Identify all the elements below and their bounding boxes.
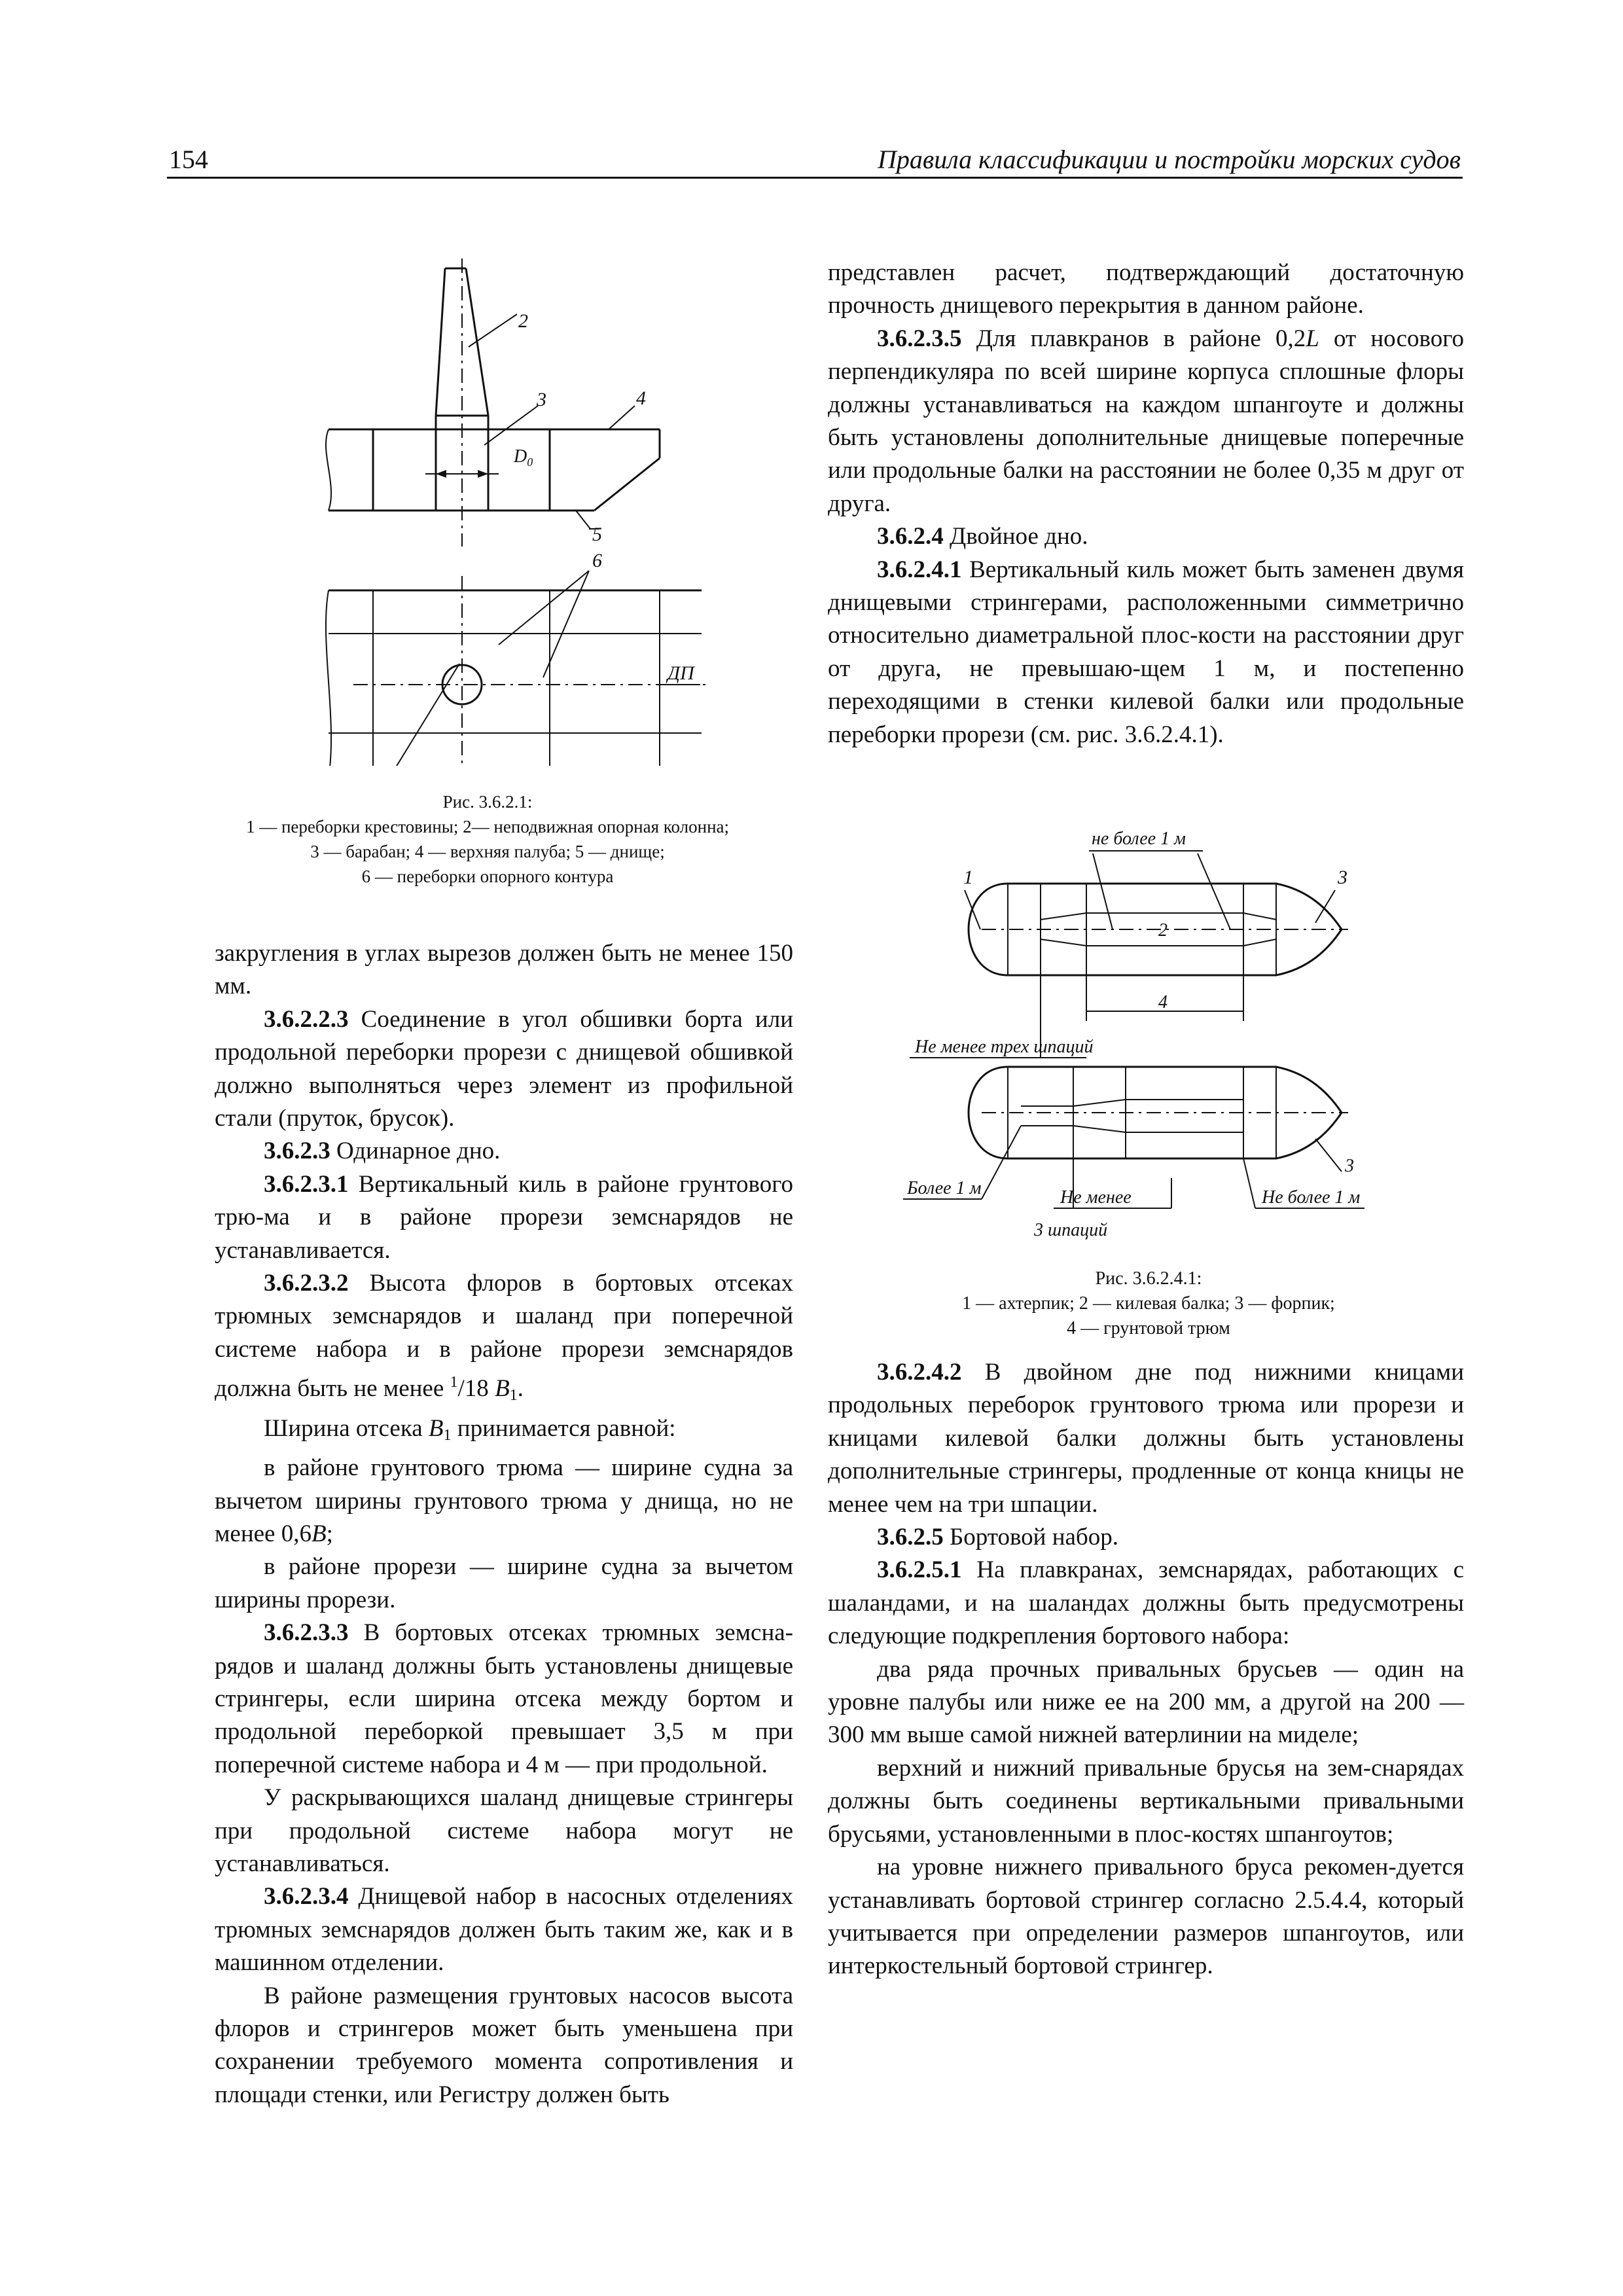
caption-title: Рис. 3.6.2.1: <box>442 792 533 812</box>
paragraph: верхний и нижний привальные брусья на зем-снарядах должны быть соединены вертикальными привальными брусьями, установленными в плос-костях шпангоутов; <box>828 1754 1464 1848</box>
paragraph: в районе грунтового трюма — ширине судна за вычетом ширины грунтового трюма у днища, но не менее 0,6B; <box>215 1454 793 1547</box>
paragraph: Ширина отсека $B_1$ принимается равной: <box>264 1414 676 1444</box>
header-rule <box>167 177 1463 179</box>
paragraph: 3.6.2.4 Двойное дно. <box>877 523 1088 550</box>
label-d0: $D_0$ <box>514 446 533 469</box>
label-three-spacings: 3 шпаций <box>1034 1220 1108 1240</box>
right-column-text-bottom <box>828 1356 1464 1983</box>
figure-3-6-2-4-1-caption <box>828 1266 1469 1341</box>
elevation-view <box>326 429 660 529</box>
label-4: 4 <box>636 387 646 409</box>
double-bottom-side <box>903 1067 1364 1240</box>
label-5: 5 <box>592 524 602 545</box>
paragraph: 3.6.2.4.1 Вертикальный киль может быть заменен двумя днищевыми стрингерами, расположенными симметрично относительно диаметральной плос-кости на расстоянии друг от друга, не превышаю-щем 1 м, и постепенно переходящими в стенки килевой балки или продольные переборки прорези (см. рис. 3.6.2.4.1). <box>828 556 1464 748</box>
caption-line: 3 — барабан; 4 — верхняя палуба; 5 — днище; <box>310 842 665 861</box>
paragraph: 3.6.2.3.2 Высота флоров в бортовых отсеках трюмных земснарядов и шаланд при поперечной системе набора и в районе прорези земснарядов должна быть не менее $^1$/18 $B_1$. <box>215 1270 793 1405</box>
right-column-text-top <box>828 257 1464 751</box>
paragraph: 3.6.2.4.2 В двойном дне под нижними кницами продольных переборок грунтового трюма или прорези и кницами килевой балки должны быть установлены дополнительные стрингеры, продленные от конца кницы не менее чем на три шпации. <box>828 1359 1464 1518</box>
label-top-note: не более 1 м <box>1092 829 1186 849</box>
paragraph: закругления в углах вырезов должен быть не менее 150 мм. <box>215 940 793 1000</box>
paragraph: 3.6.2.3 Одинарное дно. <box>264 1138 501 1165</box>
paragraph: на уровне нижнего привального бруса рекомен-дуется устанавливать бортовой стрингер согласно 2.5.4.4, который учитывается при определении размеров шпангоутов, или интеркостельный бортовой стрингер. <box>828 1854 1464 1980</box>
paragraph: 3.6.2.3.4 Днищевой набор в насосных отделениях трюмных земснарядов должен быть таким же, как и в машинном отделении. <box>215 1883 793 1977</box>
paragraph: 3.6.2.3.1 Вертикальный киль в районе грунтового трю-ма и в районе прорези земснарядов не устанавливается. <box>215 1170 793 1264</box>
double-bottom-plan <box>910 884 1348 1058</box>
label-more-than: Более 1 м <box>907 1178 982 1198</box>
label-3b: 3 <box>1345 1156 1354 1176</box>
label-3: 3 <box>537 389 546 410</box>
label-not-more: Не более 1 м <box>1262 1187 1361 1208</box>
support-column-drawing <box>436 259 488 547</box>
label-2: 2 <box>518 310 528 332</box>
paragraph: В районе размещения грунтовых насосов высота флоров и стрингеров может быть уменьшена при сохранении требуемого момента сопротивления и площади стенки, или Регистру должен быть <box>215 1982 793 2108</box>
figure-3-6-2-1 <box>288 255 759 766</box>
caption-line: 6 — переборки опорного контура <box>361 867 614 886</box>
label-not-less: Не менее <box>1060 1187 1132 1208</box>
label-3: 3 <box>1338 867 1347 888</box>
paragraph: в районе прорези — ширине судна за вычетом ширины прорези. <box>215 1553 793 1613</box>
caption-line: 1 — переборки крестовины; 2— неподвижная опорная колонна; <box>245 817 730 836</box>
running-title: Правила классификации и постройки морских судов <box>877 145 1461 174</box>
label-dp: ДП <box>668 662 694 684</box>
label-4: 4 <box>1158 992 1168 1013</box>
paragraph: 3.6.2.2.3 Соединение в угол обшивки борта или продольной переборки прорези с днищевой обшивкой должно выполняться через элемент из профильной стали (пруток, брусок). <box>215 1005 793 1132</box>
label-2: 2 <box>1158 920 1168 941</box>
label-1: 1 <box>963 867 973 888</box>
figure-3-6-2-4-1 <box>844 810 1459 1262</box>
label-6: 6 <box>592 550 602 571</box>
page-number: 154 <box>169 145 208 174</box>
caption-title: Рис. 3.6.2.4.1: <box>1095 1268 1202 1289</box>
paragraph: два ряда прочных привальных брусьев — один на уровне палубы или ниже ее на 200 мм, а другой на 200 — 300 мм выше самой нижней ватерлинии на миделе; <box>828 1655 1464 1749</box>
plan-view <box>326 576 707 766</box>
paragraph: 3.6.2.3.3 В бортовых отсеках трюмных земсна-рядов и шаланд должны быть установлены днищевые стрингеры, если ширина отсека между бортом и продольной переборкой превышает 3,5 м при поперечной системе набора и 4 м — при продольной. <box>215 1619 793 1778</box>
paragraph: 3.6.2.5.1 На плавкранах, земснарядах, работающих с шаландами, и на шаландах должны быть предусмотрены следующие подкрепления бортового набора: <box>828 1556 1464 1650</box>
paragraph: представлен расчет, подтверждающий достаточную прочность днищевого перекрытия в данном районе. <box>828 259 1464 319</box>
paragraph: У раскрывающихся шаланд днищевые стрингеры при продольной системе набора могут не устанавливаться. <box>215 1784 793 1877</box>
left-column-text <box>215 937 793 2111</box>
caption-line: 4 — грунтовой трюм <box>1067 1318 1230 1338</box>
caption-line: 1 — ахтерпик; 2 — килевая балка; 3 — форпик; <box>962 1293 1335 1314</box>
paragraph: 3.6.2.5 Бортовой набор. <box>877 1524 1119 1551</box>
figure-3-6-2-1-caption <box>167 789 808 889</box>
label-not-less-three: Не менее трех шпаций <box>915 1037 1094 1057</box>
paragraph: 3.6.2.3.5 Для плавкранов в районе 0,2L от носового перпендикуляра по всей ширине корпуса сплошные флоры должны устанавливаться на каждом шпангоуте и должны быть установлены дополнительные днищевые поперечные или продольные балки на расстоянии не более 0,35 м друг от друга. <box>828 325 1464 517</box>
